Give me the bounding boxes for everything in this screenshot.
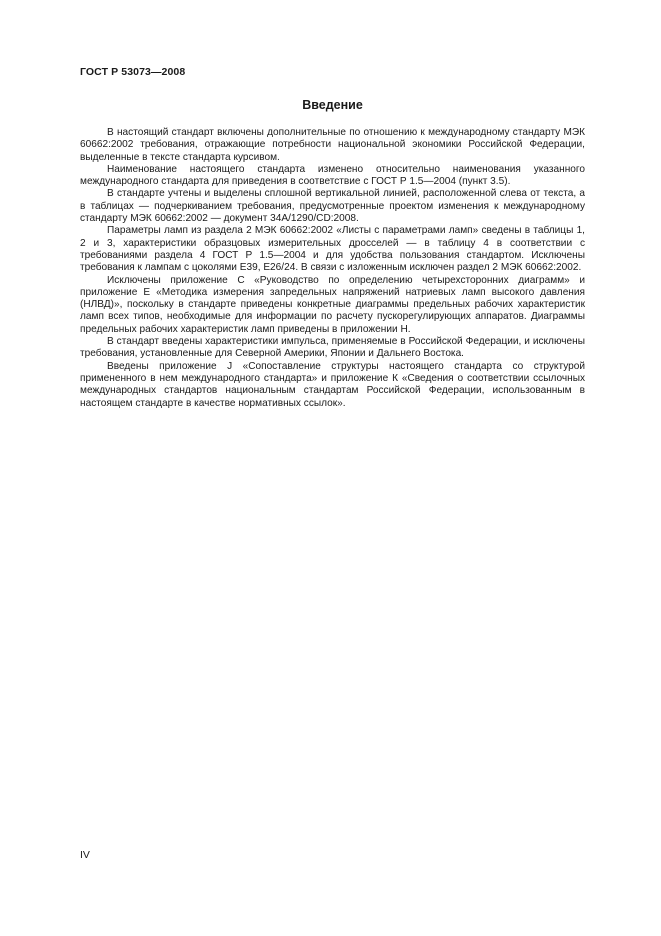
paragraph: В стандарт введены характеристики импульса, применяемые в Российской Федерации, и исключены требования, установленные для Северной Америки, Японии и Дальнего Востока. xyxy=(80,336,585,360)
section-title: Введение xyxy=(302,98,363,112)
paragraph: Параметры ламп из раздела 2 МЭК 60662:2002 «Листы с параметрами ламп» сведены в таблицы 1, 2 и 3, характеристики образцовых измерительных дросселей — в таблицу 4 в соответствии с требованиями раздела 4 ГОСТ Р 1.5—2004 и для удобства пользования стандартом. Исключены требования к лампам с цоколями E39, E26/24. В связи с изложенным исключен раздел 2 МЭК 60662:2002. xyxy=(80,225,585,274)
paragraph: Введены приложение J «Сопоставление структуры настоящего стандарта со структурой примененного в нем международного стандарта» и приложение К «Сведения о соответствии ссылочных международных стандартов национальным стандартам Российской Федерации, использованным в настоящем стандарте в качестве нормативных ссылок». xyxy=(80,360,585,409)
introduction-body xyxy=(80,127,585,410)
page-number: IV xyxy=(80,849,90,861)
paragraph: Наименование настоящего стандарта изменено относительно наименования указанного международного стандарта для приведения в соответствие с ГОСТ Р 1.5—2004 (пункт 3.5). xyxy=(80,163,585,188)
paragraph: В стандарте учтены и выделены сплошной вертикальной линией, расположенной слева от текста, а в таблицах — подчеркиванием требования, предусмотренные проектом изменения к международному стандарту МЭК 60662:2002 — документ 34A/1290/CD:2008. xyxy=(80,188,585,225)
standard-number-header: ГОСТ Р 53073—2008 xyxy=(80,66,186,78)
paragraph: В настоящий стандарт включены дополнительные по отношению к международному стандарту МЭК 60662:2002 требования, отражающие потребности национальной экономики Российской Федерации, выделенные в тексте стандарта курсивом. xyxy=(80,127,585,163)
paragraph: Исключены приложение С «Руководство по определению четырехсторонних диаграмм» и приложение Е «Методика измерения запредельных напряжений натриевых ламп высокого давления (НЛВД)», поскольку в стандарте приведены конкретные диаграммы предельных рабочих характеристик ламп всех типов, необходимые для информации по расчету пускорегулирующих аппаратов. Диаграммы предельных рабочих характеристик ламп приведены в приложении Н. xyxy=(80,274,585,335)
